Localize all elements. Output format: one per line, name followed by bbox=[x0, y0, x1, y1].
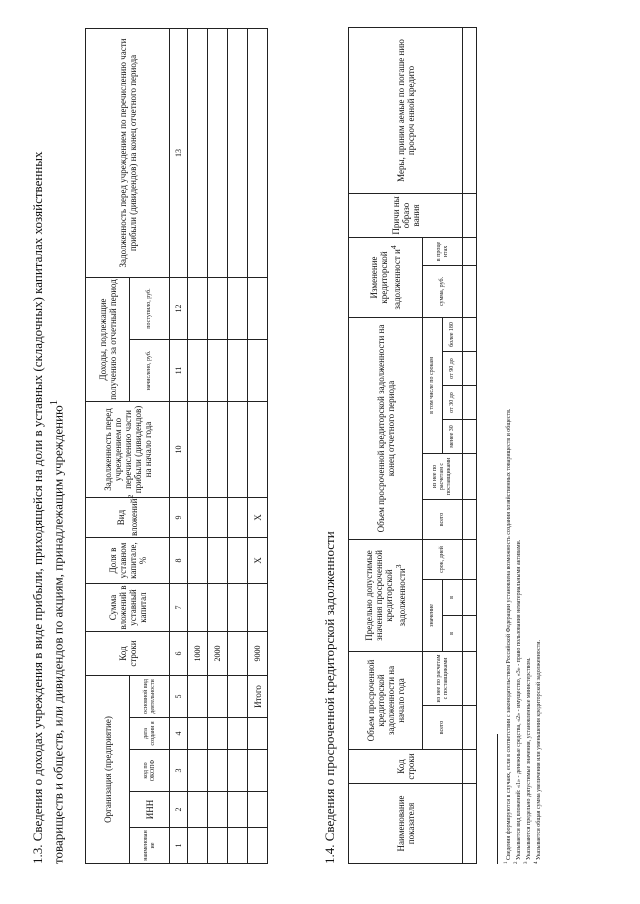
cell bbox=[463, 386, 477, 420]
header-start-total: всего bbox=[423, 706, 463, 750]
cell bbox=[188, 676, 208, 718]
col-number: 6 bbox=[170, 632, 188, 676]
cell bbox=[228, 278, 248, 340]
col-number: 12 bbox=[170, 278, 188, 340]
footnote-text: Указывается вид вложений: «1» - денежные средства, «2» - имущество, «3» - право пользования нематериальными активами. bbox=[516, 539, 522, 860]
footnote-number: 1 bbox=[504, 861, 509, 864]
header-start-from-settlements: из нее по расчетам с поставщиками bbox=[423, 652, 463, 706]
footnote-number: 3 bbox=[524, 861, 529, 864]
cell bbox=[188, 402, 208, 498]
cell bbox=[228, 750, 248, 792]
header-value-pct: в bbox=[443, 580, 463, 616]
cell bbox=[248, 584, 268, 632]
cell bbox=[188, 278, 208, 340]
total-code: 9000 bbox=[248, 632, 268, 676]
total-share: X bbox=[248, 538, 268, 584]
cell bbox=[248, 750, 268, 792]
cell bbox=[228, 584, 248, 632]
cell bbox=[228, 498, 248, 538]
cell bbox=[248, 29, 268, 278]
cell bbox=[248, 402, 268, 498]
table-row bbox=[463, 27, 477, 863]
cell bbox=[463, 27, 477, 193]
cell bbox=[463, 580, 477, 616]
col-number: 4 bbox=[170, 718, 188, 750]
cell bbox=[208, 538, 228, 584]
title-footnote-mark: 1 bbox=[48, 399, 60, 406]
cell bbox=[463, 750, 477, 784]
title-line2-text: товариществ и обществ, или дивидендов по акциям, принадлежащим учреждению bbox=[50, 405, 66, 864]
header-type bbox=[86, 494, 170, 538]
header-inn: ИНН bbox=[130, 792, 170, 828]
section-1-3-title-line1: 1.3. Сведения о доходах учреждения в виде прибыли, приходящейся на доли в уставных (складочных) капиталах хозяйственных bbox=[30, 151, 45, 864]
header-by-terms: в том числе по срокам bbox=[423, 317, 443, 453]
cell bbox=[208, 828, 228, 864]
cell bbox=[228, 632, 248, 676]
footnote-4 bbox=[533, 640, 543, 864]
cell bbox=[463, 237, 477, 265]
cell bbox=[228, 718, 248, 750]
cell bbox=[248, 340, 268, 402]
header-org: Организация (предприятие) bbox=[86, 676, 130, 864]
cell bbox=[188, 828, 208, 864]
cell bbox=[188, 792, 208, 828]
cell bbox=[463, 317, 477, 351]
col-number: 11 bbox=[170, 340, 188, 402]
header-value-v: в bbox=[443, 616, 463, 652]
cell bbox=[248, 278, 268, 340]
footnote-2 bbox=[513, 540, 523, 864]
cell bbox=[463, 706, 477, 750]
header-less-30: менее 30 bbox=[443, 420, 463, 454]
cell bbox=[208, 718, 228, 750]
cell bbox=[463, 193, 477, 237]
cell bbox=[208, 402, 228, 498]
cell bbox=[463, 540, 477, 580]
cell bbox=[188, 29, 208, 278]
cell bbox=[463, 652, 477, 706]
header-okopf: код по ОКОПФ bbox=[130, 750, 170, 792]
header-change bbox=[349, 237, 423, 317]
cell bbox=[188, 584, 208, 632]
row-code: 1000 bbox=[188, 632, 208, 676]
footnote-text: Сведения формируются в случаях, если в соответствии с законодательством Российской Федерации установлена возможность создания хозяйственных товариществ и обществ. bbox=[506, 408, 512, 860]
header-limit-term: срок, дней bbox=[423, 540, 463, 580]
col-number: 7 bbox=[170, 584, 188, 632]
footnote-number: 4 bbox=[534, 861, 539, 864]
cell bbox=[208, 29, 228, 278]
table-row bbox=[208, 29, 228, 864]
header-share: Доля в уставном капитале, % bbox=[86, 538, 170, 584]
cell bbox=[188, 718, 208, 750]
cell bbox=[463, 616, 477, 652]
table-row bbox=[228, 29, 248, 864]
income-shares-table bbox=[85, 28, 268, 864]
header-reasons: Причи ны образо вания bbox=[349, 193, 463, 237]
header-measures: Меры, приним аемые по погаше нию просроч енной кредито bbox=[349, 27, 463, 193]
header-limit-footnote: 3 bbox=[394, 564, 403, 569]
header-90-180: от 90 до bbox=[443, 352, 463, 386]
cell bbox=[208, 676, 228, 718]
cell bbox=[208, 584, 228, 632]
cell bbox=[208, 750, 228, 792]
cell bbox=[228, 29, 248, 278]
header-accrued: начислено, руб. bbox=[130, 340, 170, 402]
header-end-total: всего bbox=[423, 500, 463, 540]
header-row-code: Код строки bbox=[349, 750, 463, 784]
section-1-4-title: 1.4. Сведения о просроченной кредиторской задолженности bbox=[322, 531, 337, 864]
footnote-3 bbox=[523, 657, 533, 864]
total-type: X bbox=[248, 498, 268, 538]
cell bbox=[208, 278, 228, 340]
header-code: Код строки bbox=[86, 632, 170, 676]
cell bbox=[463, 454, 477, 500]
header-change-sum: сумма, руб. bbox=[423, 265, 463, 317]
footnote-number: 2 bbox=[514, 861, 519, 864]
cell bbox=[228, 538, 248, 584]
header-volume-end: Объем просроченной кредиторской задолженности на конец отчетного периода bbox=[349, 317, 423, 539]
cell bbox=[463, 784, 477, 864]
col-number: 13 bbox=[170, 29, 188, 278]
cell bbox=[228, 828, 248, 864]
footnote-1 bbox=[503, 409, 513, 864]
cell bbox=[188, 750, 208, 792]
cell bbox=[208, 498, 228, 538]
header-over-180: более 180 bbox=[443, 317, 463, 351]
header-limit-value: значение bbox=[423, 580, 443, 652]
total-row bbox=[248, 29, 268, 864]
header-debt-start: Задолженность перед учреждением по перечислению части прибыли (дивидендов) на начало года bbox=[86, 402, 170, 498]
header-type-footnote: 2 bbox=[126, 494, 135, 499]
cell bbox=[228, 676, 248, 718]
col-number: 8 bbox=[170, 538, 188, 584]
col-number: 2 bbox=[170, 792, 188, 828]
header-debt-end: Задолженность перед учреждением по перечислению части прибыли (дивидендов) на конец отчетного периода bbox=[86, 29, 170, 278]
header-change-text: Изменение кредиторской задолженност и bbox=[369, 249, 402, 310]
header-activity: основной вид деятельности bbox=[130, 676, 170, 718]
col-number: 10 bbox=[170, 402, 188, 498]
column-numbers-row bbox=[170, 29, 188, 864]
cell bbox=[248, 718, 268, 750]
header-change-percent: в проце нтах bbox=[423, 237, 463, 265]
footnote-text: Указываются предельно допустимые значения, установленные министерством. bbox=[526, 657, 532, 860]
total-label: Итого bbox=[248, 676, 268, 718]
cell bbox=[463, 352, 477, 386]
cell bbox=[248, 792, 268, 828]
cell bbox=[188, 340, 208, 402]
header-end-from-settlements: из нее по расчетам с поставщиками bbox=[423, 454, 463, 500]
header-date: дата создани я bbox=[130, 718, 170, 750]
header-type-text: Вид вложений bbox=[116, 498, 139, 536]
footnote-text: Указывается общая сумма увеличения или уменьшения кредиторской задолженности. bbox=[536, 640, 542, 860]
header-income: Доходы, подлежащие получению за отчетный период bbox=[86, 278, 130, 402]
col-number: 3 bbox=[170, 750, 188, 792]
cell bbox=[228, 402, 248, 498]
footnote-divider bbox=[497, 734, 498, 864]
col-number: 5 bbox=[170, 676, 188, 718]
cell bbox=[228, 792, 248, 828]
header-change-footnote: 4 bbox=[389, 245, 398, 250]
col-number: 9 bbox=[170, 498, 188, 538]
header-indicator-name: Наименование показателя bbox=[349, 784, 463, 864]
header-received: поступило, руб. bbox=[130, 278, 170, 340]
cell bbox=[208, 340, 228, 402]
row-code: 2000 bbox=[208, 632, 228, 676]
cell bbox=[463, 500, 477, 540]
header-volume-start: Объем просроченной кредиторской задолженности на начало года bbox=[349, 652, 423, 750]
cell bbox=[248, 828, 268, 864]
section-1-3-title bbox=[30, 24, 66, 864]
cell bbox=[188, 538, 208, 584]
cell bbox=[188, 498, 208, 538]
header-sum: Сумма вложений в уставный капитал bbox=[86, 584, 170, 632]
cell bbox=[228, 340, 248, 402]
cell bbox=[463, 265, 477, 317]
cell bbox=[463, 420, 477, 454]
table-row bbox=[188, 29, 208, 864]
header-limit bbox=[349, 540, 423, 652]
section-1-3-title-line2 bbox=[46, 24, 66, 864]
header-30-90: от 30 до bbox=[443, 386, 463, 420]
header-name: наименован ие bbox=[130, 828, 170, 864]
col-number: 1 bbox=[170, 828, 188, 864]
overdue-payables-table bbox=[348, 27, 477, 864]
header-limit-text: Предельно допустимые значения просроченной кредиторской задолженности bbox=[364, 550, 407, 641]
cell bbox=[208, 792, 228, 828]
